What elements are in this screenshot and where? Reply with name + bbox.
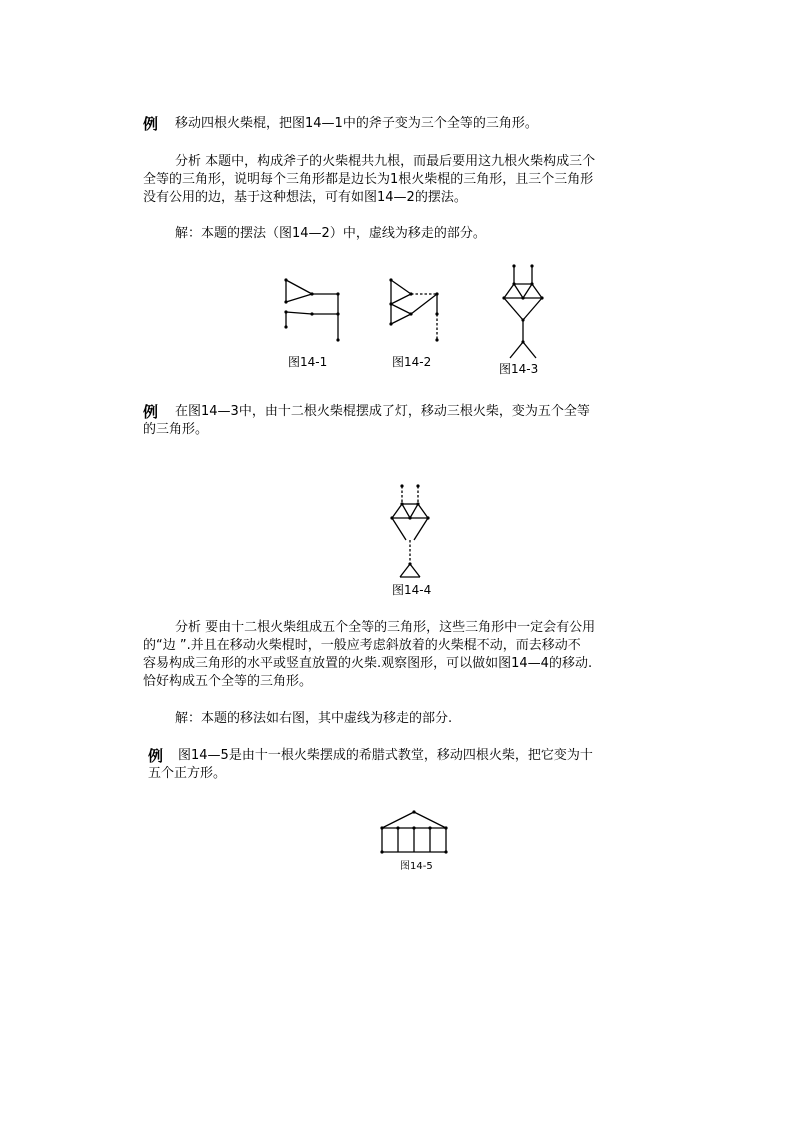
figure-14-3-caption: 图14-3	[499, 362, 539, 376]
problem1-statement: 移动四根火柴棍，把图14—1中的斧子变为三个全等的三角形。	[175, 116, 538, 131]
problem2-analysis-line-4: 恰好构成五个全等的三角形。	[143, 674, 313, 689]
figure-14-2-caption: 图14-2	[392, 355, 432, 369]
problem2-statement-line-2: 的三角形。	[143, 422, 209, 437]
problem2-analysis-line-3: 容易构成三角形的水平或竖直放置的火柴.观察图形，可以做如图14—4的移动.	[143, 656, 593, 671]
problem1-solution: 解：本题的摆法（图14—2）中，虚线为移走的部分。	[175, 226, 486, 241]
figure-14-5-temple	[378, 806, 450, 858]
figure-14-2-solution	[383, 272, 453, 352]
problem3-statement-line-1: 图14—5是由十一根火柴摆成的希腊式教堂，移动四根火柴，把它变为十	[178, 748, 593, 763]
figure-14-3-lamp	[494, 262, 558, 362]
problem2-statement-line-1: 在图14—3中，由十二根火柴棍摆成了灯，移动三根火柴，变为五个全等	[175, 404, 590, 419]
figure-14-1-caption: 图14-1	[288, 355, 328, 369]
figure-14-4-solution	[382, 480, 442, 585]
problem1-analysis-line-1: 分析 本题中，构成斧子的火柴棍共九根，而最后要用这九根火柴构成三个	[175, 154, 596, 169]
problem2-analysis-line-2: 的“边 ”.并且在移动火柴棍时，一般应考虑斜放着的火柴棍不动，而去移动不	[143, 638, 581, 653]
problem2-solution: 解：本题的移法如右图，其中虚线为移走的部分.	[175, 711, 453, 726]
example-label-2: 例	[143, 403, 159, 421]
example-label-1: 例	[143, 115, 159, 133]
figure-14-5-caption: 图14-5	[400, 861, 433, 872]
problem1-analysis-line-3: 没有公用的边，基于这种想法，可有如图14—2的摆法。	[143, 190, 467, 205]
problem2-analysis-line-1: 分析 要由十二根火柴组成五个全等的三角形，这些三角形中一定会有公用	[175, 620, 596, 635]
figure-14-4-caption: 图14-4	[392, 583, 432, 597]
problem1-analysis-line-2: 全等的三角形，说明每个三角形都是边长为1根火柴棍的三角形，且三个三角形	[143, 172, 594, 187]
example-label-3: 例	[148, 747, 164, 765]
problem3-statement-line-2: 五个正方形。	[148, 766, 227, 781]
figure-14-1-axe	[276, 272, 356, 352]
